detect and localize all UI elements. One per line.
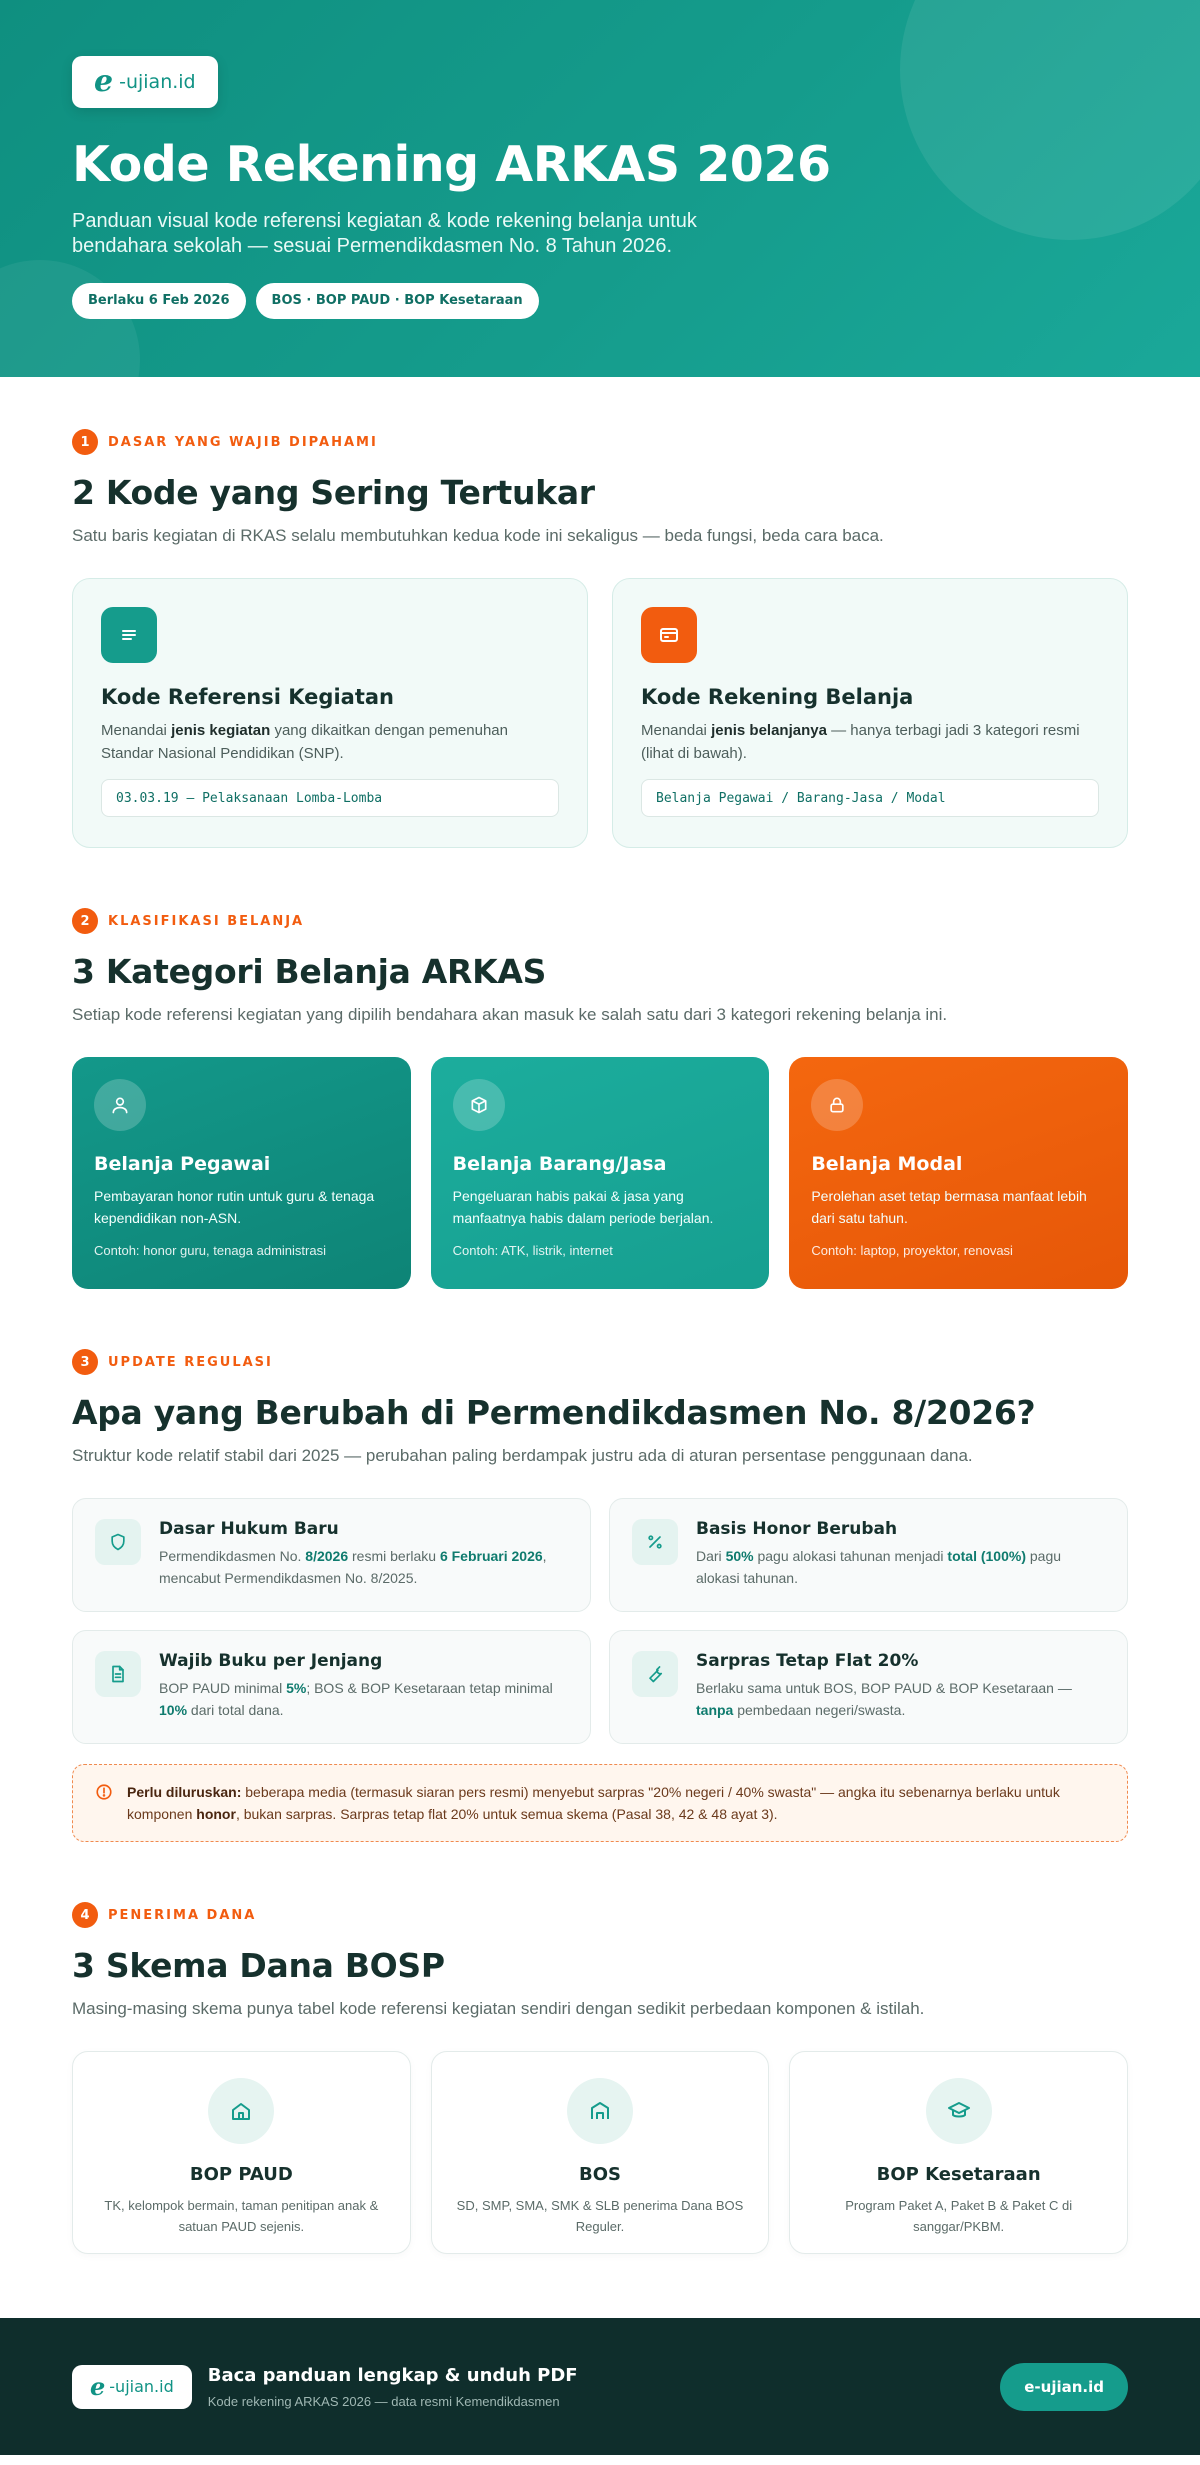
- graduation-cap-icon: [926, 2078, 992, 2144]
- percent-icon: [632, 1519, 678, 1565]
- section-title: 3 Kategori Belanja ARKAS: [72, 952, 547, 991]
- shield-icon: [95, 1519, 141, 1565]
- hero-chips: [72, 283, 1128, 319]
- scheme-title: BOP PAUD: [189, 2164, 293, 2185]
- footer-subtitle: Kode rekening ARKAS 2026 — data resmi Kemendikdasmen: [207, 2393, 560, 2409]
- section-label: DASAR YANG WAJIB DIPAHAMI: [108, 434, 378, 450]
- code-card-rekening: [612, 578, 1128, 848]
- box-icon: [453, 1079, 505, 1131]
- code-card-referensi: [72, 578, 588, 848]
- code-card-text: Menandai jenis belanjanya — hanya terbagi jadi 3 kategori resmi (lihat di bawah).: [641, 722, 1080, 762]
- warning-text: Perlu diluruskan: beberapa media (termasuk siaran pers resmi) menyebut sarpras "20% negeri / 40% swasta" — angka itu sebenarnya berlaku untuk komponen honor, bukan sarpras. Sarpras tetap flat 20% untuk semua skema (Pasal 38, 42 & 48 ayat 3).: [127, 1784, 1060, 1822]
- code-card-title: Kode Referensi Kegiatan: [101, 685, 394, 709]
- category-title: Belanja Pegawai: [94, 1153, 271, 1175]
- category-text: Perolehan aset tetap bermasa manfaat lebih dari satu tahun.: [811, 1188, 1087, 1226]
- category-cards: [72, 1057, 1128, 1289]
- code-card-text: Menandai jenis kegiatan yang dikaitkan dengan pemenuhan Standar Nasional Pendidikan (SNP).: [101, 722, 508, 762]
- section-title: Apa yang Berubah di Permendikdasmen No. 8/2026?: [72, 1393, 1036, 1432]
- scheme-title: BOS: [578, 2164, 621, 2185]
- update-card-legal-basis: [72, 1498, 591, 1612]
- page-title: Kode Rekening ARKAS 2026: [72, 136, 831, 193]
- category-card-barang-jasa: [431, 1057, 770, 1289]
- lock-icon: [811, 1079, 863, 1131]
- code-example: Belanja Pegawai / Barang-Jasa / Modal: [641, 779, 1099, 817]
- section-label: UPDATE REGULASI: [108, 1354, 273, 1370]
- page-subtitle: Panduan visual kode referensi kegiatan & kode rekening belanja untuk bendahara sekolah — sesuai Permendikdasmen No. 8 Tahun 2026.: [72, 210, 697, 257]
- footer: [0, 2318, 1200, 2455]
- alert-icon: [95, 1783, 113, 1825]
- section-categories: [0, 908, 1200, 1289]
- effective-date-chip: Berlaku 6 Feb 2026: [72, 283, 246, 319]
- update-text: Dari 50% pagu alokasi tahunan menjadi total (100%) pagu alokasi tahunan.: [696, 1548, 1062, 1586]
- category-title: Belanja Modal: [811, 1153, 963, 1175]
- section-number: 4: [72, 1902, 98, 1928]
- section-tag: [72, 1902, 1128, 1928]
- category-text: Pembayaran honor rutin untuk guru & tenaga kependidikan non-ASN.: [94, 1188, 375, 1226]
- document-icon: [95, 1651, 141, 1697]
- logo-text: -ujian.id: [109, 2377, 174, 2396]
- section-schemes: [0, 1902, 1200, 2254]
- code-cards: [72, 578, 1128, 848]
- person-icon: [94, 1079, 146, 1131]
- update-title: Sarpras Tetap Flat 20%: [696, 1651, 919, 1671]
- section-tag: [72, 429, 1128, 455]
- scheme-card-bos: [431, 2051, 770, 2254]
- footer-logo[interactable]: [72, 2365, 192, 2409]
- menu-lines-icon: [101, 607, 157, 663]
- schemes-chip: BOS · BOP PAUD · BOP Kesetaraan: [256, 283, 539, 319]
- scheme-text: SD, SMP, SMA, SMK & SLB penerima Dana BOS Reguler.: [456, 2198, 744, 2234]
- logo-mark: e: [90, 2371, 106, 2401]
- scheme-card-bop-kesetaraan: [789, 2051, 1128, 2254]
- decorative-circle: [900, 0, 1200, 240]
- update-title: Wajib Buku per Jenjang: [159, 1651, 383, 1671]
- category-example: Contoh: ATK, listrik, internet: [452, 1243, 613, 1258]
- footer-left: [72, 2365, 578, 2409]
- school-icon: [567, 2078, 633, 2144]
- update-card-books: [72, 1630, 591, 1744]
- category-example: Contoh: honor guru, tenaga administrasi: [94, 1243, 326, 1258]
- update-title: Dasar Hukum Baru: [159, 1519, 339, 1539]
- section-number: 2: [72, 908, 98, 934]
- update-card-honor-basis: [609, 1498, 1128, 1612]
- category-title: Belanja Barang/Jasa: [452, 1153, 667, 1175]
- section-two-codes: [0, 429, 1200, 848]
- footer-title: Baca panduan lengkap & unduh PDF: [207, 2364, 578, 2386]
- update-cards: [72, 1498, 1128, 1744]
- warning-note: [72, 1764, 1128, 1842]
- category-card-pegawai: [72, 1057, 411, 1289]
- home-icon: [208, 2078, 274, 2144]
- section-title: 3 Skema Dana BOSP: [72, 1946, 445, 1985]
- section-description: Struktur kode relatif stabil dari 2025 — perubahan paling berdampak justru ada di aturan persentase penggunaan dana.: [72, 1446, 973, 1465]
- update-text: Berlaku sama untuk BOS, BOP PAUD & BOP Kesetaraan — tanpa pembedaan negeri/swasta.: [696, 1680, 1072, 1718]
- category-text: Pengeluaran habis pakai & jasa yang manfaatnya habis dalam periode berjalan.: [452, 1188, 714, 1226]
- logo-mark: e: [94, 64, 114, 99]
- category-example: Contoh: laptop, proyektor, renovasi: [811, 1243, 1013, 1258]
- section-description: Masing-masing skema punya tabel kode referensi kegiatan sendiri dengan sedikit perbedaan komponen & istilah.: [72, 1999, 925, 2018]
- wrench-icon: [632, 1651, 678, 1697]
- hero: [0, 0, 1200, 377]
- logo[interactable]: [72, 56, 218, 108]
- logo-text: -ujian.id: [119, 71, 196, 93]
- update-card-sarpras: [609, 1630, 1128, 1744]
- scheme-card-bop-paud: [72, 2051, 411, 2254]
- visit-site-button[interactable]: e-ujian.id: [1000, 2363, 1128, 2411]
- section-number: 3: [72, 1349, 98, 1375]
- section-tag: [72, 1349, 1128, 1375]
- category-card-modal: [789, 1057, 1128, 1289]
- scheme-cards: [72, 2051, 1128, 2254]
- section-description: Setiap kode referensi kegiatan yang dipilih bendahara akan masuk ke salah satu dari 3 kategori rekening belanja ini.: [72, 1005, 948, 1024]
- update-text: BOP PAUD minimal 5%; BOS & BOP Kesetaraan tetap minimal 10% dari total dana.: [159, 1680, 553, 1718]
- scheme-title: BOP Kesetaraan: [876, 2164, 1041, 2185]
- code-example: 03.03.19 — Pelaksanaan Lomba-Lomba: [101, 779, 559, 817]
- section-regulation-update: [0, 1349, 1200, 1842]
- update-text: Permendikdasmen No. 8/2026 resmi berlaku 6 Februari 2026, mencabut Permendikdasmen No. 8/2025.: [159, 1548, 547, 1586]
- section-tag: [72, 908, 1128, 934]
- scheme-text: TK, kelompok bermain, taman penitipan anak & satuan PAUD sejenis.: [104, 2198, 379, 2234]
- code-card-title: Kode Rekening Belanja: [641, 685, 914, 709]
- section-description: Satu baris kegiatan di RKAS selalu membutuhkan kedua kode ini sekaligus — beda fungsi, beda cara baca.: [72, 526, 884, 545]
- section-title: 2 Kode yang Sering Tertukar: [72, 473, 595, 512]
- scheme-text: Program Paket A, Paket B & Paket C di sanggar/PKBM.: [845, 2198, 1073, 2234]
- section-label: PENERIMA DANA: [108, 1907, 257, 1923]
- card-icon: [641, 607, 697, 663]
- section-number: 1: [72, 429, 98, 455]
- section-label: KLASIFIKASI BELANJA: [108, 913, 305, 929]
- update-title: Basis Honor Berubah: [696, 1519, 898, 1539]
